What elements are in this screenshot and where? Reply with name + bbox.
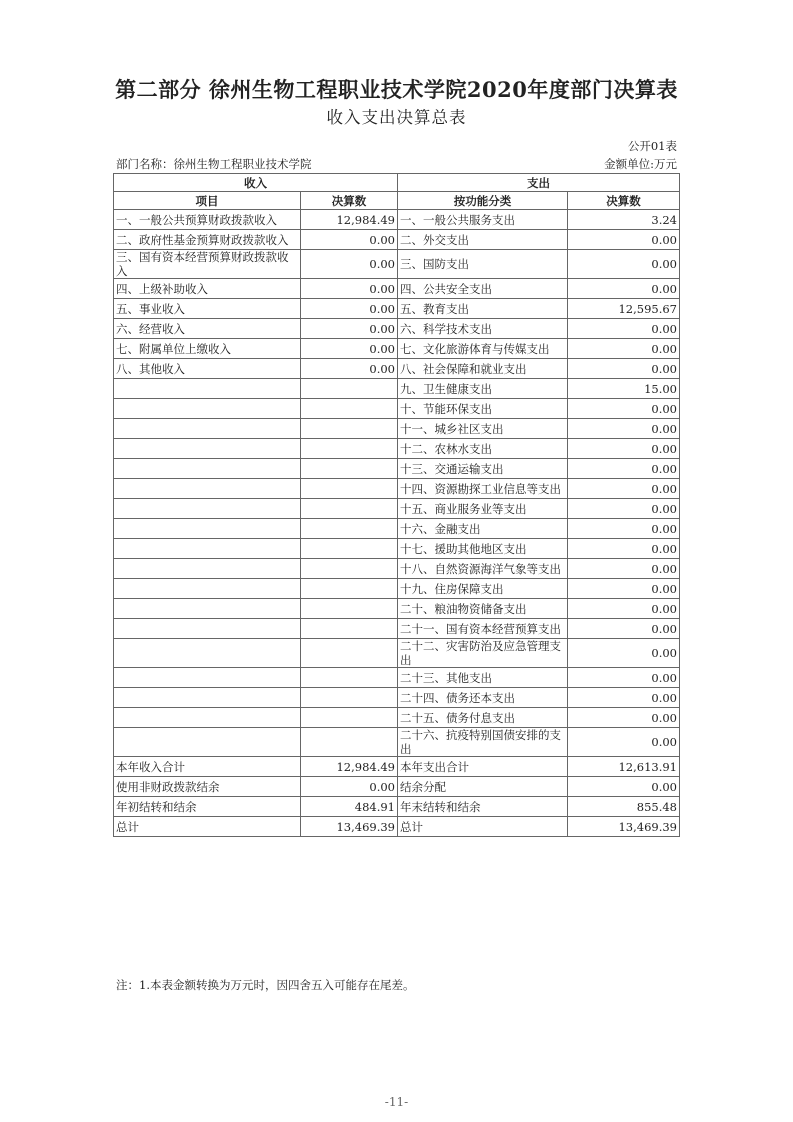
- income-item-cell: [114, 559, 301, 579]
- expense-amount-cell: 0.00: [568, 479, 680, 499]
- table-row: [114, 728, 680, 757]
- expense-item-cell: 四、公共安全支出: [398, 279, 568, 299]
- table-row: [114, 359, 680, 379]
- income-item-cell: [114, 639, 301, 668]
- expense-item-cell: 十一、城乡社区支出: [398, 419, 568, 439]
- income-item-cell: [114, 579, 301, 599]
- table-row: [114, 439, 680, 459]
- table-row: [114, 777, 680, 797]
- income-amount-cell: [301, 419, 398, 439]
- department-name: 部门名称：徐州生物工程职业技术学院: [116, 157, 312, 171]
- table-row: [114, 559, 680, 579]
- expense-amount-cell: 0.00: [568, 668, 680, 688]
- income-item-cell: [114, 519, 301, 539]
- expense-amount-cell: 0.00: [568, 559, 680, 579]
- income-item-cell: 总计: [114, 817, 301, 837]
- table-row: [114, 210, 680, 230]
- table-row: [114, 757, 680, 777]
- expense-amount-cell: 0.00: [568, 319, 680, 339]
- income-expense-table: [113, 173, 680, 837]
- table-row: [114, 708, 680, 728]
- income-item-cell: 七、附属单位上缴收入: [114, 339, 301, 359]
- income-group-header: 收入: [114, 174, 398, 192]
- table-group-header-row: [114, 174, 680, 192]
- income-amount-cell: [301, 579, 398, 599]
- income-item-cell: [114, 668, 301, 688]
- income-item-cell: 三、国有资本经营预算财政拨款收入: [114, 250, 301, 279]
- expense-amount-cell: 0.00: [568, 419, 680, 439]
- expense-item-cell: 十、节能环保支出: [398, 399, 568, 419]
- table-row: [114, 688, 680, 708]
- income-amount-cell: [301, 479, 398, 499]
- income-item-cell: 四、上级补助收入: [114, 279, 301, 299]
- expense-item-cell: 五、教育支出: [398, 299, 568, 319]
- income-item-cell: 年初结转和结余: [114, 797, 301, 817]
- table-row: [114, 539, 680, 559]
- expense-item-cell: 一、一般公共服务支出: [398, 210, 568, 230]
- amount-unit: 金额单位:万元: [604, 157, 677, 171]
- income-amount-cell: 12,984.49: [301, 210, 398, 230]
- table-subtitle: 收入支出决算总表: [326, 108, 467, 127]
- expense-group-header: 支出: [398, 174, 680, 192]
- income-amount-cell: 0.00: [301, 299, 398, 319]
- income-amount-cell: 0.00: [301, 250, 398, 279]
- footnote: 注：1.本表金额转换为万元时，因四舍五入可能存在尾差。: [116, 978, 415, 992]
- expense-item-cell: 六、科学技术支出: [398, 319, 568, 339]
- table-row: [114, 419, 680, 439]
- income-item-cell: [114, 728, 301, 757]
- table-row: [114, 639, 680, 668]
- column-header-function: 按功能分类: [398, 192, 568, 210]
- expense-amount-cell: 0.00: [568, 499, 680, 519]
- expense-item-cell: 结余分配: [398, 777, 568, 797]
- expense-item-cell: 八、社会保障和就业支出: [398, 359, 568, 379]
- expense-item-cell: 二十六、抗疫特别国债安排的支出: [398, 728, 568, 757]
- expense-amount-cell: 15.00: [568, 379, 680, 399]
- expense-item-cell: 十七、援助其他地区支出: [398, 539, 568, 559]
- expense-amount-cell: 0.00: [568, 728, 680, 757]
- expense-amount-cell: 0.00: [568, 359, 680, 379]
- income-item-cell: [114, 479, 301, 499]
- expense-amount-cell: 0.00: [568, 439, 680, 459]
- income-amount-cell: 0.00: [301, 359, 398, 379]
- table-row: [114, 299, 680, 319]
- column-header-income-amount: 决算数: [301, 192, 398, 210]
- expense-amount-cell: 0.00: [568, 279, 680, 299]
- income-amount-cell: [301, 519, 398, 539]
- table-row: [114, 339, 680, 359]
- expense-amount-cell: 0.00: [568, 459, 680, 479]
- expense-amount-cell: 0.00: [568, 777, 680, 797]
- table-row: [114, 797, 680, 817]
- table-row: [114, 579, 680, 599]
- expense-amount-cell: 0.00: [568, 639, 680, 668]
- expense-amount-cell: 0.00: [568, 519, 680, 539]
- table-row: [114, 250, 680, 279]
- table-column-header-row: [114, 192, 680, 210]
- income-item-cell: [114, 708, 301, 728]
- column-header-expense-amount: 决算数: [568, 192, 680, 210]
- expense-amount-cell: 0.00: [568, 619, 680, 639]
- expense-item-cell: 总计: [398, 817, 568, 837]
- income-item-cell: [114, 459, 301, 479]
- expense-amount-cell: 0.00: [568, 339, 680, 359]
- income-item-cell: [114, 619, 301, 639]
- income-amount-cell: 0.00: [301, 279, 398, 299]
- expense-item-cell: 二、外交支出: [398, 230, 568, 250]
- expense-amount-cell: 0.00: [568, 599, 680, 619]
- expense-amount-cell: 0.00: [568, 250, 680, 279]
- table-row: [114, 817, 680, 837]
- table-row: [114, 399, 680, 419]
- expense-item-cell: 三、国防支出: [398, 250, 568, 279]
- income-amount-cell: 0.00: [301, 230, 398, 250]
- income-amount-cell: [301, 688, 398, 708]
- income-amount-cell: 0.00: [301, 777, 398, 797]
- income-item-cell: 八、其他收入: [114, 359, 301, 379]
- table-row: [114, 379, 680, 399]
- column-header-item: 项目: [114, 192, 301, 210]
- income-amount-cell: 12,984.49: [301, 757, 398, 777]
- expense-item-cell: 七、文化旅游体育与传媒支出: [398, 339, 568, 359]
- income-item-cell: 二、政府性基金预算财政拨款收入: [114, 230, 301, 250]
- expense-item-cell: 二十四、债务还本支出: [398, 688, 568, 708]
- income-item-cell: [114, 399, 301, 419]
- income-amount-cell: 13,469.39: [301, 817, 398, 837]
- table-row: [114, 599, 680, 619]
- income-amount-cell: 0.00: [301, 339, 398, 359]
- expense-item-cell: 本年支出合计: [398, 757, 568, 777]
- expense-amount-cell: 0.00: [568, 230, 680, 250]
- income-amount-cell: [301, 728, 398, 757]
- expense-item-cell: 十二、农林水支出: [398, 439, 568, 459]
- income-amount-cell: [301, 668, 398, 688]
- table-row: [114, 230, 680, 250]
- table-row: [114, 619, 680, 639]
- expense-amount-cell: 3.24: [568, 210, 680, 230]
- expense-item-cell: 十五、商业服务业等支出: [398, 499, 568, 519]
- expense-item-cell: 年末结转和结余: [398, 797, 568, 817]
- income-item-cell: 使用非财政拨款结余: [114, 777, 301, 797]
- form-number: 公开01表: [627, 139, 677, 153]
- expense-amount-cell: 13,469.39: [568, 817, 680, 837]
- income-amount-cell: [301, 499, 398, 519]
- expense-item-cell: 十九、住房保障支出: [398, 579, 568, 599]
- income-amount-cell: [301, 599, 398, 619]
- table-row: [114, 319, 680, 339]
- income-item-cell: [114, 688, 301, 708]
- income-amount-cell: 0.00: [301, 319, 398, 339]
- income-item-cell: [114, 499, 301, 519]
- expense-amount-cell: 855.48: [568, 797, 680, 817]
- table-row: [114, 479, 680, 499]
- expense-item-cell: 二十三、其他支出: [398, 668, 568, 688]
- income-amount-cell: [301, 459, 398, 479]
- income-amount-cell: [301, 639, 398, 668]
- table-row: [114, 459, 680, 479]
- expense-amount-cell: 0.00: [568, 539, 680, 559]
- table-row: [114, 668, 680, 688]
- expense-item-cell: 二十、粮油物资储备支出: [398, 599, 568, 619]
- table-row: [114, 519, 680, 539]
- income-item-cell: 五、事业收入: [114, 299, 301, 319]
- expense-amount-cell: 0.00: [568, 708, 680, 728]
- income-item-cell: [114, 599, 301, 619]
- income-amount-cell: [301, 399, 398, 419]
- expense-item-cell: 二十五、债务付息支出: [398, 708, 568, 728]
- income-amount-cell: [301, 379, 398, 399]
- income-item-cell: [114, 379, 301, 399]
- income-amount-cell: [301, 708, 398, 728]
- income-item-cell: 本年收入合计: [114, 757, 301, 777]
- expense-item-cell: 二十一、国有资本经营预算支出: [398, 619, 568, 639]
- income-amount-cell: [301, 559, 398, 579]
- expense-amount-cell: 0.00: [568, 579, 680, 599]
- income-amount-cell: [301, 619, 398, 639]
- table-row: [114, 499, 680, 519]
- table-row: [114, 279, 680, 299]
- expense-item-cell: 二十二、灾害防治及应急管理支出: [398, 639, 568, 668]
- expense-amount-cell: 0.00: [568, 399, 680, 419]
- expense-amount-cell: 0.00: [568, 688, 680, 708]
- income-item-cell: 一、一般公共预算财政拨款收入: [114, 210, 301, 230]
- expense-item-cell: 十八、自然资源海洋气象等支出: [398, 559, 568, 579]
- income-amount-cell: [301, 539, 398, 559]
- expense-amount-cell: 12,613.91: [568, 757, 680, 777]
- income-amount-cell: [301, 439, 398, 459]
- expense-item-cell: 九、卫生健康支出: [398, 379, 568, 399]
- page-title: 第二部分 徐州生物工程职业技术学院2020年度部门决算表: [115, 77, 678, 102]
- expense-item-cell: 十四、资源勘探工业信息等支出: [398, 479, 568, 499]
- page-number: -11-: [384, 1095, 409, 1109]
- income-amount-cell: 484.91: [301, 797, 398, 817]
- income-item-cell: 六、经营收入: [114, 319, 301, 339]
- expense-item-cell: 十六、金融支出: [398, 519, 568, 539]
- income-item-cell: [114, 439, 301, 459]
- expense-amount-cell: 12,595.67: [568, 299, 680, 319]
- income-item-cell: [114, 539, 301, 559]
- expense-item-cell: 十三、交通运输支出: [398, 459, 568, 479]
- income-item-cell: [114, 419, 301, 439]
